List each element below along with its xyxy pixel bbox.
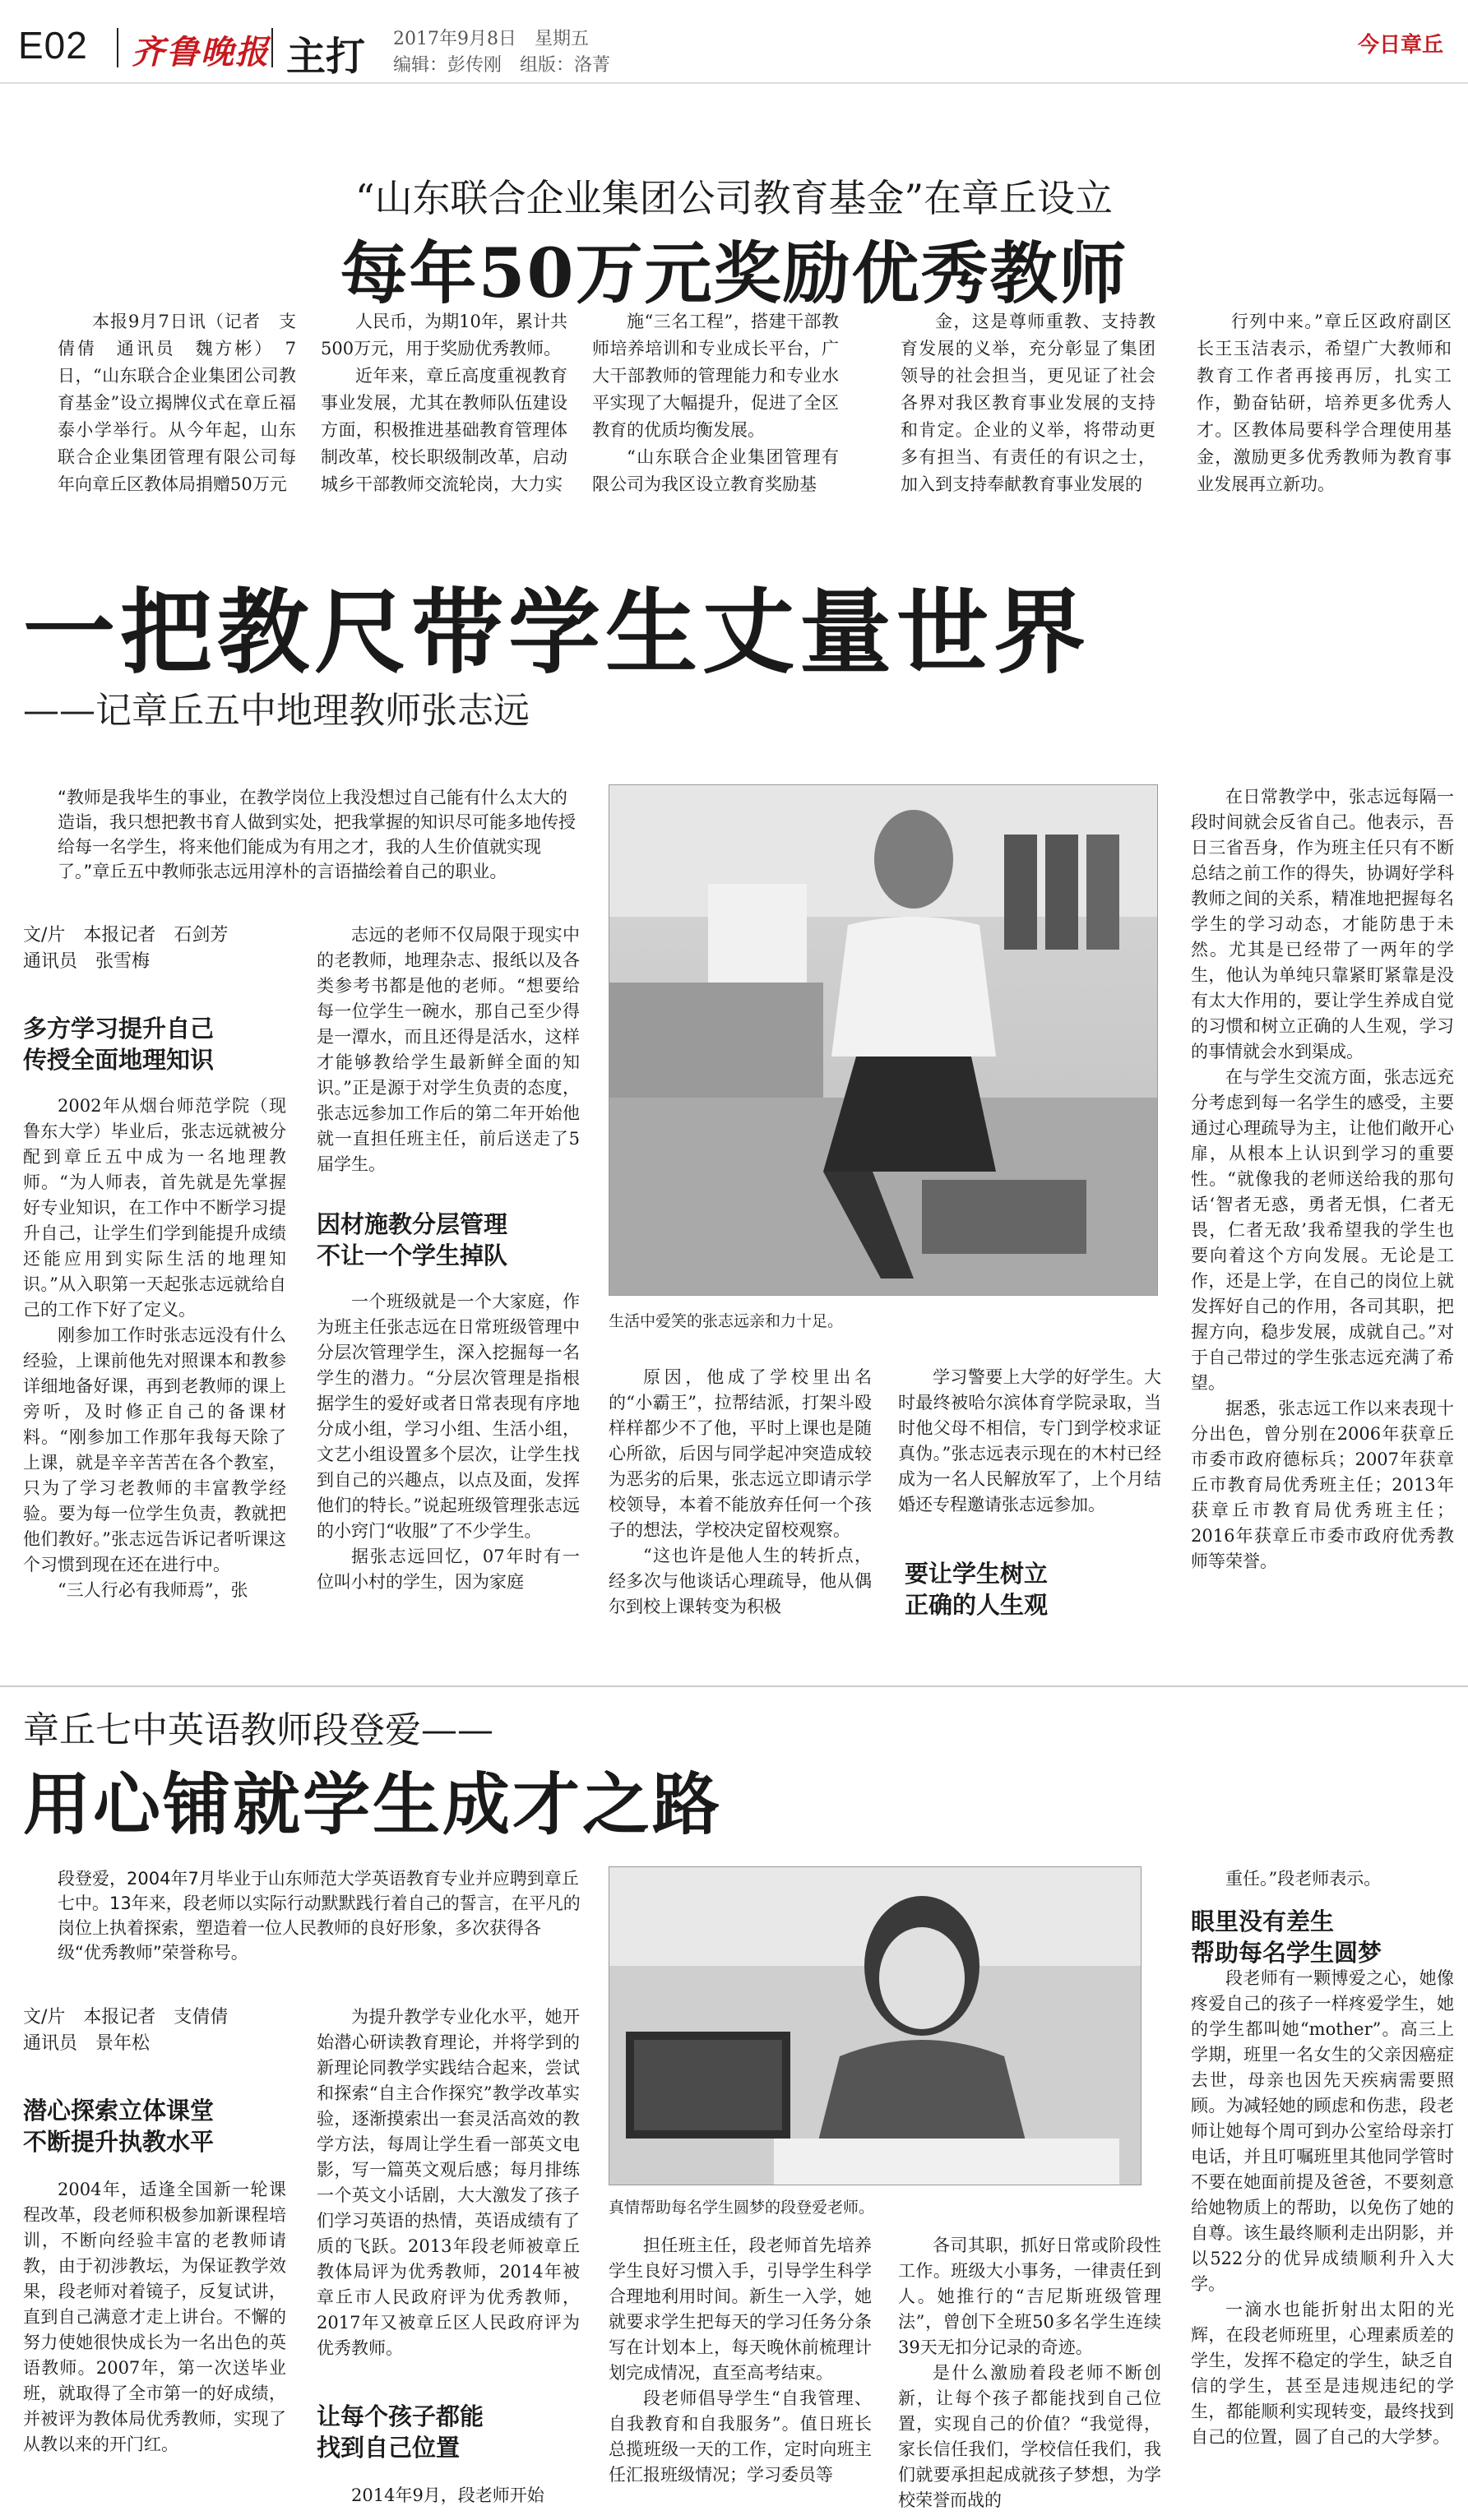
article2-column-3: [609, 1365, 872, 1620]
paragraph: 近年来，章丘高度重视教育事业发展，尤其在教师队伍建设方面，积极推进基础教育管理体制改革，校长职级制改革，启动城乡干部教师交流轮岗，大力实: [321, 366, 567, 494]
article3-subhead: 让每个孩子都能 找到自己位置: [317, 2402, 484, 2462]
article2-subhead: 多方学习提升自己 传授全面地理知识: [23, 1015, 215, 1074]
paragraph: 行列中来。”章丘区政府副区长王玉洁表示，希望广大教师和教育工作者再接再厉，扎实工作，勤奋钻研，培养更多优秀人才。区教体局要科学合理使用基金，激励更多优秀教师为教育事业发展再立新功。: [1197, 312, 1452, 494]
paragraph: 志远的老师不仅局限于现实中的老教师，地理杂志、报纸以及各类参考书都是他的老师。“想要给每一位学生一碗水，那自己至少得是一潭水，而且还得是活水，这样才能够教给学生最新鲜全面的知识。”正是源于对学生负责的态度，张志远参加工作后的第二年开始他就一直担任班主任，前后送走了5届学生。: [317, 925, 580, 1174]
article3-column-2b: [317, 2483, 580, 2508]
article2-byline: 文/片 本报记者 石剑芳 通讯员 张雪梅: [23, 925, 229, 972]
article2-subhead: 因材施教分层管理 不让一个学生掉队: [317, 1210, 508, 1269]
article3-byline: 文/片 本报记者 支倩倩 通讯员 景年松: [23, 2007, 229, 2054]
article3-rule: [0, 1685, 1468, 1687]
header-divider: [117, 28, 118, 67]
article1-column: [901, 308, 1155, 498]
paragraph: 2002年从烟台师范学院（现鲁东大学）毕业后，张志远就被分配到章丘五中成为一名地理教师。“为人师表，首先就是先掌握好专业知识，在工作中不断学习提升自己，让学生们学到能提升成绩还能应用到实际生活的地理知识。”从入职第一天起张志远就给自己的工作下好了定义。: [23, 1096, 286, 1320]
paragraph: 施“三名工程”，搭建干部教师培养培训和专业成长平台，广大干部教师的管理能力和专业水平实现了大幅提升，促进了全区教育的优质均衡发展。: [592, 312, 839, 440]
article1-kicker: “山东联合企业集团公司教育基金”在章丘设立: [354, 176, 1114, 220]
paragraph: 段老师有一颗博爱之心，她像疼爱自己的孩子一样疼爱学生，她的学生都叫她“mother”。高三上学期，班里一名女生的父亲因癌症去世，母亲也因先天疾病需要照顾。为减轻她的顾虑和伤悲，段老师让她每个周可到办公室给母亲打电话，并且叮嘱班里其他同学管时不要在她面前提及爸爸，不要刻意给她物质上的帮助，以免伤了她的自尊。该生最终顺利走出阴影，并以522分的优异成绩顺利升入大学。: [1191, 1968, 1454, 2294]
paragraph: 一滴水也能折射出太阳的光辉，在段老师班里，心理素质差的学生，发挥不稳定的学生，缺乏自信的学生，甚至是违规违纪的学生，都能顺利实现转变，最终找到自己的位置，圆了自己的大学梦。: [1191, 2300, 1454, 2447]
paragraph: 刚参加工作时张志远没有什么经验，上课前他先对照课本和教参详细地备好课，再到老教师的课上旁听，及时修正自己的备课材料。“刚参加工作那年我每天除了上课，就是辛辛苦苦在各个教室，只为了学习老教师的丰富教学经验。要为每一位学生负责，教就把他们教好。”张志远告诉记者听课这个习惯到现在还在进行中。: [23, 1325, 286, 1574]
article1-column: [592, 308, 839, 498]
paragraph: 2014年9月，段老师开始: [351, 2485, 544, 2505]
paragraph: “三人行必有我师焉”，张: [58, 1580, 248, 1600]
paragraph: 在与学生交流方面，张志远充分考虑到每一名学生的感受，主要通过心理疏导为主，让他们敞开心扉，从根本上认识到学习的重要性。“就像我的老师送给我的那句话‘智者无惑，勇者无惧，仁者无畏，仁者无敌’我希望我的学生也要向着这个方向发展。无论是工作，还是上学，在自己的岗位上就发挥好自己的作用，各司其职，把握方向，稳步发展，成就自己。”对于自己带过的学生张志远充满了希望。: [1191, 1067, 1454, 1393]
paragraph: 在日常教学中，张志远每隔一段时间就会反省自己。他表示，吾日三省吾身，作为班主任只有不断总结之前工作的得失，协调好学科教师之间的关系，精准地把握每名学生的学习动态，才能防患于未然。尤其是已经带了一两年的学生，他认为单纯只靠紧盯紧靠是没有太大作用的，要让学生养成自觉的习惯和树立正确的人生观，学习的事情就会水到渠成。: [1191, 787, 1454, 1061]
article2-intro: “教师是我毕生的事业，在教学岗位上我没想过自己能有什么太大的造诣，我只想把教书育人做到实处，把我掌握的知识尽可能多地传授给每一名学生，将来他们能成为有用之才，我的人生价值就实现了。”章丘五中教师张志远用淳朴的言语描绘着自己的职业。: [58, 788, 576, 881]
paragraph: 据悉，张志远工作以来表现十分出色，曾分别在2006年获章丘市委市政府德标兵；2007年获章丘市教育局优秀班主任；2013年获章丘市教育局优秀班主任；2016年获章丘市委市政府优秀教师等荣誉。: [1191, 1399, 1454, 1571]
article1-column: 本报9月7日讯（记者 支倩倩 通讯员 魏方彬） 7日，“山东联合企业集团公司教育基金”设立揭牌仪式在章丘福泰小学举行。从今年起，山东联合企业集团管理有限公司每年向章丘区教体局捐赠50万元: [58, 312, 296, 494]
photo-caption-duan: 真情帮助每名学生圆梦的段登爱老师。: [609, 2199, 875, 2217]
article3-column-3: [609, 2233, 872, 2488]
article1-column: [321, 308, 567, 498]
article3-intro: 段登爱，2004年7月毕业于山东师范大学英语教育专业并应聘到章丘七中。13年来，段老师以实际行动默默践行着自己的誓言，在平凡的岗位上执着探索，塑造着一位人民教师的良好形象，多次获得各级“优秀教师”荣誉称号。: [58, 1869, 581, 1963]
article3-column-1: [23, 2177, 286, 2458]
paragraph: “这也许是他人生的转折点，经多次与他谈话心理疏导，他从偶尔到校上课转变为积极: [609, 1546, 872, 1616]
article2-column-4: [898, 1365, 1161, 1518]
article2-column-2: [317, 922, 580, 1177]
article1-column: [1197, 308, 1452, 498]
article2-column-5: [1191, 784, 1454, 1574]
paragraph: “山东联合企业集团管理有限公司为我区设立教育奖励基: [592, 447, 839, 494]
article2-column-1: [23, 1094, 286, 1603]
edition-name: 今日章丘: [1357, 33, 1443, 58]
paragraph: 为提升教学专业化水平，她开始潜心研读教育理论，并将学到的新理论同教学实践结合起来，尝试和探索“自主合作探究”教学改革实验，逐渐摸索出一套灵活高效的教学方法，每周让学生看一部英文电影，写一篇英文观后感；每月排练一个英文小话剧，大大激发了孩子们学习英语的热情，英语成绩有了质的飞跃。2013年段老师被章丘教体局评为优秀教师，2014年被章丘市人民政府评为优秀教师，2017年又被章丘区人民政府评为优秀教师。: [317, 2007, 580, 2358]
article3-subhead: 潜心探索立体课堂 不断提升执教水平: [23, 2097, 215, 2156]
article3-column-4: [898, 2233, 1161, 2513]
page-number: E02: [18, 24, 88, 67]
paragraph: 据张志远回忆，07年时有一位叫小村的学生，因为家庭: [317, 1547, 580, 1592]
article3-subhead: 眼里没有差生 帮助每名学生圆梦: [1191, 1906, 1454, 1968]
paragraph: 人民币，为期10年，累计共500万元，用于奖励优秀教师。: [321, 312, 567, 358]
article1-headline: 每年50万元奖励优秀教师: [340, 234, 1128, 313]
paragraph: 担任班主任，段老师首先培养学生良好习惯入手，引导学生科学合理地利用时间。新生一入学，她就要求学生把每天的学习任务分条写在计划本上，每天晚休前梳理计划完成情况，直至高考结束。: [609, 2236, 872, 2383]
paragraph: 一个班级就是一个大家庭，作为班主任张志远在日常班级管理中分层次管理学生，深入挖掘每一名学生的潜力。“分层次管理是指根据学生的爱好或者日常表现有序地分成小组，学习小组、生活小组，文艺小组设置多个层次，让学生找到自己的兴趣点，以点及面，发挥他们的特长。”说起班级管理张志远的小窍门“收服”了不少学生。: [317, 1292, 580, 1541]
photo-caption-zhang: 生活中爱笑的张志远亲和力十足。: [609, 1312, 844, 1330]
issue-date: 2017年9月8日 星期五: [393, 29, 589, 49]
article3-column-2: [317, 2004, 580, 2361]
paragraph: 各司其职，抓好日常或阶段性工作。班级大小事务，一律责任到人。她推行的“吉尼斯班级管理法”，曾创下全班50多名学生连续39天无扣分记录的奇迹。: [898, 2236, 1161, 2357]
paragraph: 是什么激励着段老师不断创新，让每个孩子都能找到自己位置，实现自己的价值？“我觉得，家长信任我们，学校信任我们，我们就要承担起成就孩子梦想，为学校荣誉而战的: [898, 2363, 1161, 2510]
article3-headline: 用心铺就学生成才之路: [23, 1765, 723, 1844]
teacher-photo-zhang: [609, 784, 1158, 1296]
paragraph: 段老师倡导学生“自我管理、自我教育和自我服务”。值日班长总揽班级一天的工作，定时向班主任汇报班级情况；学习委员等: [609, 2388, 872, 2485]
paragraph: 学习警要上大学的好学生。大时最终被哈尔滨体育学院录取，当时他父母不相信，专门到学校求证真伪。”张志远表示现在的木村已经成为一名人民解放军了，上个月结婚还专程邀请张志远参加。: [898, 1367, 1161, 1514]
paragraph: 金，这是尊师重教、支持教育发展的义举，充分彰显了集团领导的社会担当，更见证了社会各界对我区教育事业发展的支持和肯定。企业的义举，将带动更多有担当、有责任的有识之士，加入到支持奉献教育事业发展的: [901, 312, 1155, 494]
article2-subheadline: ——记章丘五中地理教师张志远: [23, 690, 530, 732]
section-title: 主打: [286, 34, 366, 80]
header-rule: [0, 82, 1468, 84]
paragraph: 2004年，适逢全国新一轮课程改革，段老师积极参加新课程培训，不断向经验丰富的老教师请教，由于初涉教坛，为保证教学效果，段老师对着镜子，反复试讲，直到自己满意才走上讲台。不懈的努力使她很快成长为一名出色的英语教师。2007年，第一次送毕业班，就取得了全市第一的好成绩，并被评为教体局优秀教师，实现了从教以来的开门红。: [23, 2180, 286, 2454]
header-divider: [271, 28, 273, 67]
article3-kicker: 章丘七中英语教师段登爱——: [23, 1709, 493, 1751]
newspaper-logo: 齐鲁晚报: [132, 33, 270, 72]
article2-headline: 一把教尺带学生丈量世界: [23, 579, 1091, 687]
article2-column-2b: [317, 1289, 580, 1595]
paragraph: 重任。”段老师表示。: [1225, 1869, 1382, 1889]
teacher-photo-duan: [609, 1866, 1142, 2185]
paragraph: 原因，他成了学校里出名的“小霸王”，拉帮结派，打架斗殴样样都少不了他，平时上课也是随心所欲，后因与同学起冲突造成较为恶劣的后果，张志远立即请示学校领导，本着不能放弃任何一个孩子的想法，学校决定留校观察。: [609, 1367, 872, 1540]
editor-credits: 编辑：彭传刚 组版：洛菁: [393, 55, 611, 76]
article2-subhead: 要让学生树立 正确的人生观: [905, 1560, 1049, 1619]
